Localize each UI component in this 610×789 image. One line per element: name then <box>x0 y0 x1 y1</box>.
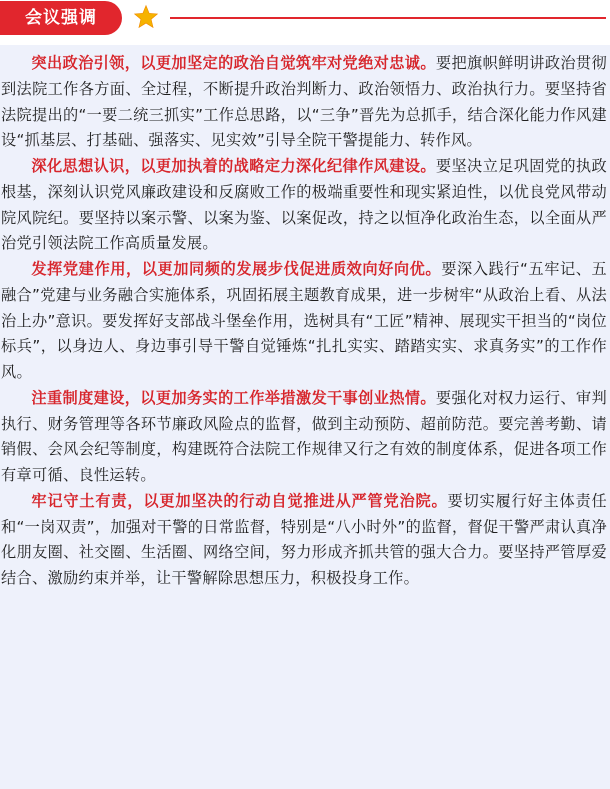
section-header <box>0 0 610 42</box>
section-title-badge: 会议强调 <box>0 1 122 35</box>
paragraph-text: 要深入践行“五牢记、五融合”党建与业务融合实施体系，巩固拓展主题教育成果，进一步树牢“从政治上看、从法治上办”意识。要发挥好支部战斗堡垒作用，选树具有“工匠”精神、展现实干担当的“岗位标兵”，以身边人、身边事引导干警自觉锤炼“扎扎实实、踏踏实实、求真务实”的工作作风。 <box>1 260 607 381</box>
paragraph-lead: 牢记守土有责，以更加坚决的行动自觉推进从严管党治院。 <box>31 491 448 510</box>
paragraph-text: 要切实履行好主体责任和“一岗双责”，加强对干警的日常监督，特别是“八小时外”的监督，督促干警严肃认真净化朋友圈、社交圈、生活圈、网络空间，努力形成齐抓共管的强大合力。要坚持严管厚爱结合、激励约束并举，让干警解除思想压力，积极投身工作。 <box>1 491 607 587</box>
paragraph <box>1 257 607 386</box>
paragraph <box>1 489 607 592</box>
paragraph-lead: 深化思想认识，以更加执着的战略定力深化纪律作风建设。 <box>31 157 436 175</box>
star-icon <box>133 4 159 30</box>
paragraph-lead: 注重制度建设，以更加务实的工作举措激发干事创业热情。 <box>31 388 436 407</box>
paragraph <box>1 154 607 257</box>
paragraph-lead: 发挥党建作用，以更加同频的发展步伐促进质效向好向优。 <box>31 260 442 278</box>
paragraph-text: 要坚决立足巩固党的执政根基，深刻认识党风廉政建设和反腐败工作的极端重要性和现实紧迫性，以优良党风带动院风院纪。要坚持以案示警、以案为鉴、以案促改，持之以恒净化政治生态，以全面从严治党引领法院工作高质量发展。 <box>1 157 607 253</box>
article-body <box>0 45 610 789</box>
header-divider-line <box>170 17 606 19</box>
paragraph-text: 要把旗帜鲜明讲政治贯彻到法院工作各方面、全过程，不断提升政治判断力、政治领悟力、政治执行力。要坚持省法院提出的“一要二统三抓实”工作总思路，以“三争”晋先为总抓手，结合深化能力作风建设“抓基层、打基础、强落实、见实效”引导全院干警提能力、转作风。 <box>1 54 607 150</box>
paragraph <box>1 386 607 489</box>
paragraph-text: 要强化对权力运行、审判执行、财务管理等各环节廉政风险点的监督，做到主动预防、超前防范。要完善考勤、请销假、会风会纪等制度，构建既符合法院工作规律又行之有效的制度体系，促进各项工作有章可循、良性运转。 <box>1 388 607 484</box>
paragraph-lead: 突出政治引领，以更加坚定的政治自觉筑牢对党绝对忠诚。 <box>31 54 436 72</box>
paragraph <box>1 51 607 154</box>
